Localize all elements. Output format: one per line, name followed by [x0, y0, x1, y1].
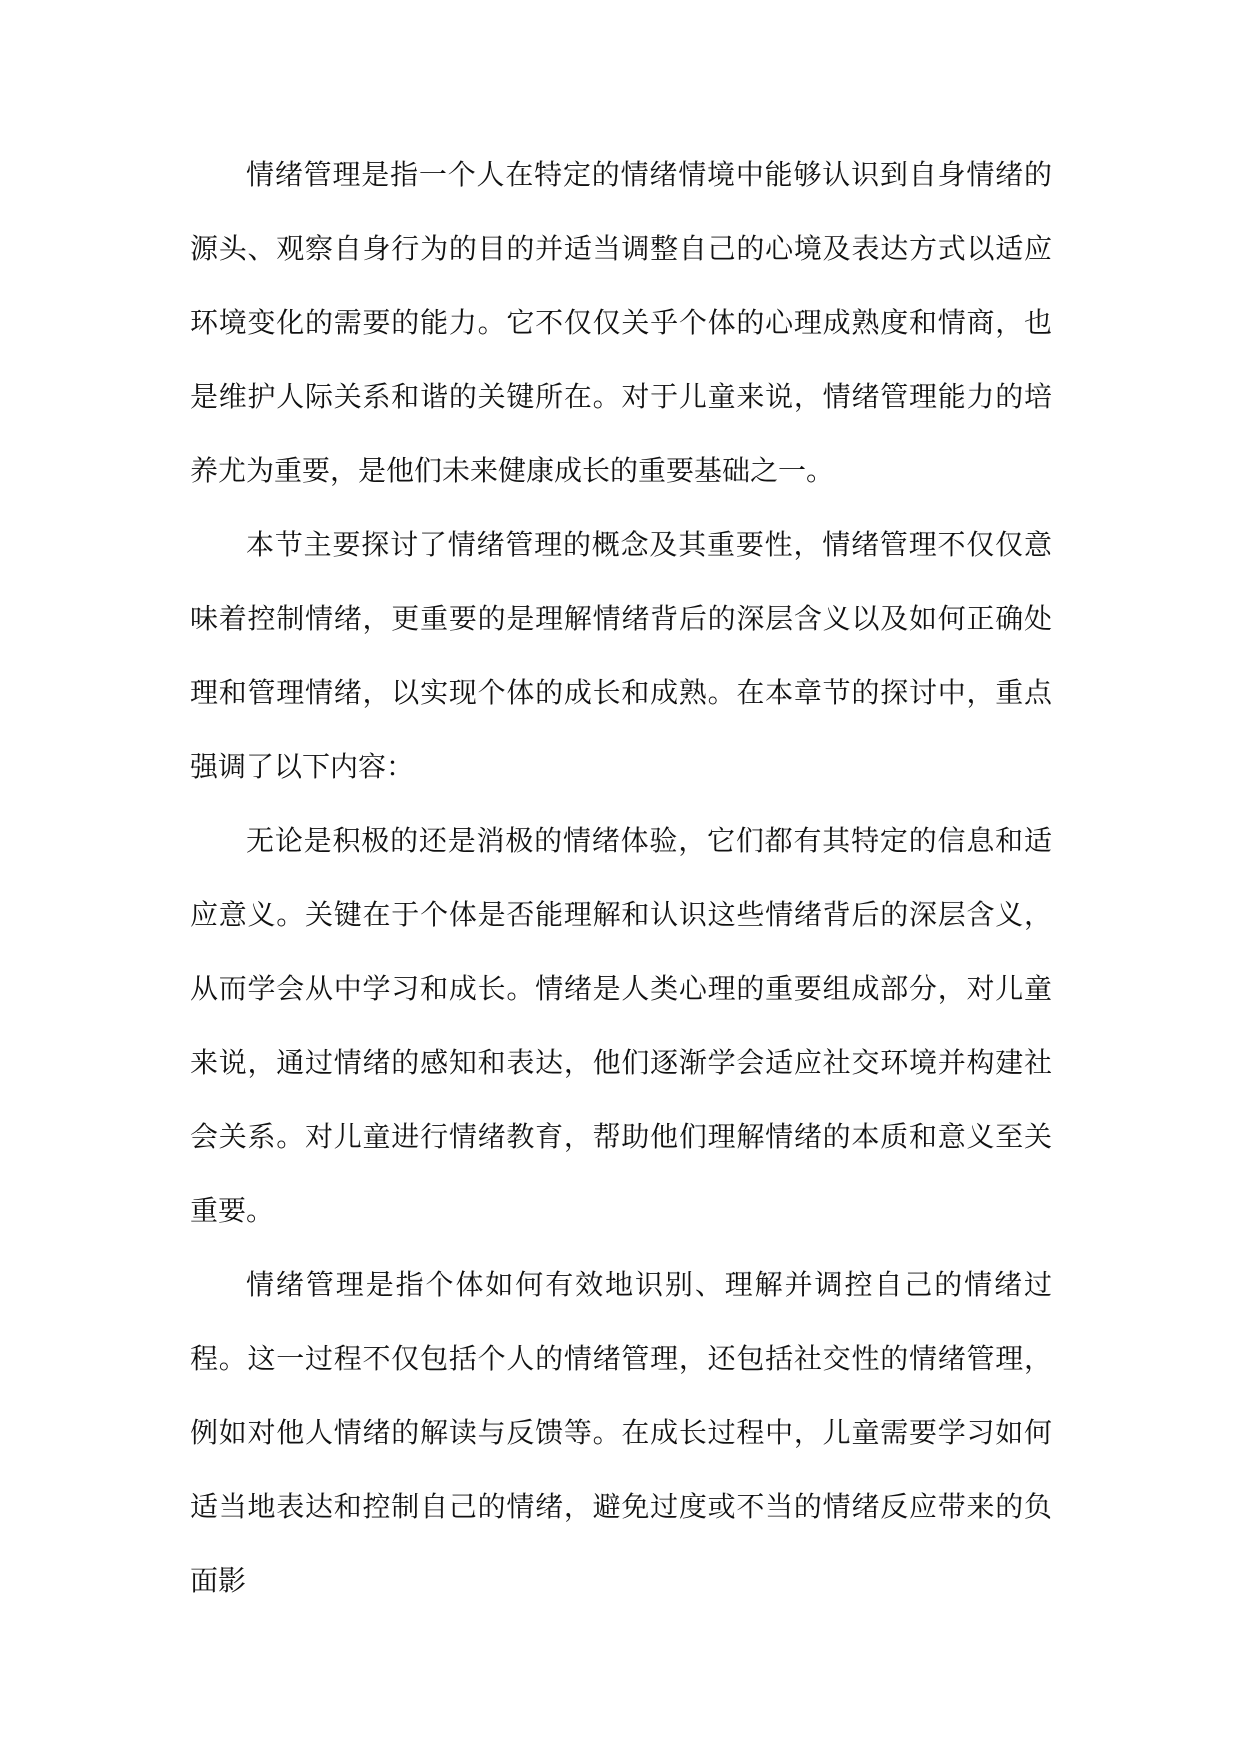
- paragraph-1: 情绪管理是指一个人在特定的情绪情境中能够认识到自身情绪的源头、观察自身行为的目的并适当调整自己的心境及表达方式以适应环境变化的需要的能力。它不仅仅关乎个体的心理成熟度和情商，也是维护人际关系和谐的关键所在。对于儿童来说，情绪管理能力的培养尤为重要，是他们未来健康成长的重要基础之一。: [190, 158, 1052, 487]
- paragraph-4: 情绪管理是指个体如何有效地识别、理解并调控自己的情绪过程。这一过程不仅包括个人的情绪管理，还包括社交性的情绪管理，例如对他人情绪的解读与反馈等。在成长过程中，儿童需要学习如何适当地表达和控制自己的情绪，避免过度或不当的情绪反应带来的负面影: [190, 1268, 1052, 1597]
- paragraph-2: 本节主要探讨了情绪管理的概念及其重要性，情绪管理不仅仅意味着控制情绪，更重要的是理解情绪背后的深层含义以及如何正确处理和管理情绪，以实现个体的成长和成熟。在本章节的探讨中，重点强调了以下内容：: [190, 528, 1052, 783]
- paragraph-3: 无论是积极的还是消极的情绪体验，它们都有其特定的信息和适应意义。关键在于个体是否能理解和认识这些情绪背后的深层含义，从而学会从中学习和成长。情绪是人类心理的重要组成部分，对儿童来说，通过情绪的感知和表达，他们逐渐学会适应社交环境并构建社会关系。对儿童进行情绪教育，帮助他们理解情绪的本质和意义至关重要。: [190, 824, 1052, 1227]
- document-body: [190, 138, 1052, 1618]
